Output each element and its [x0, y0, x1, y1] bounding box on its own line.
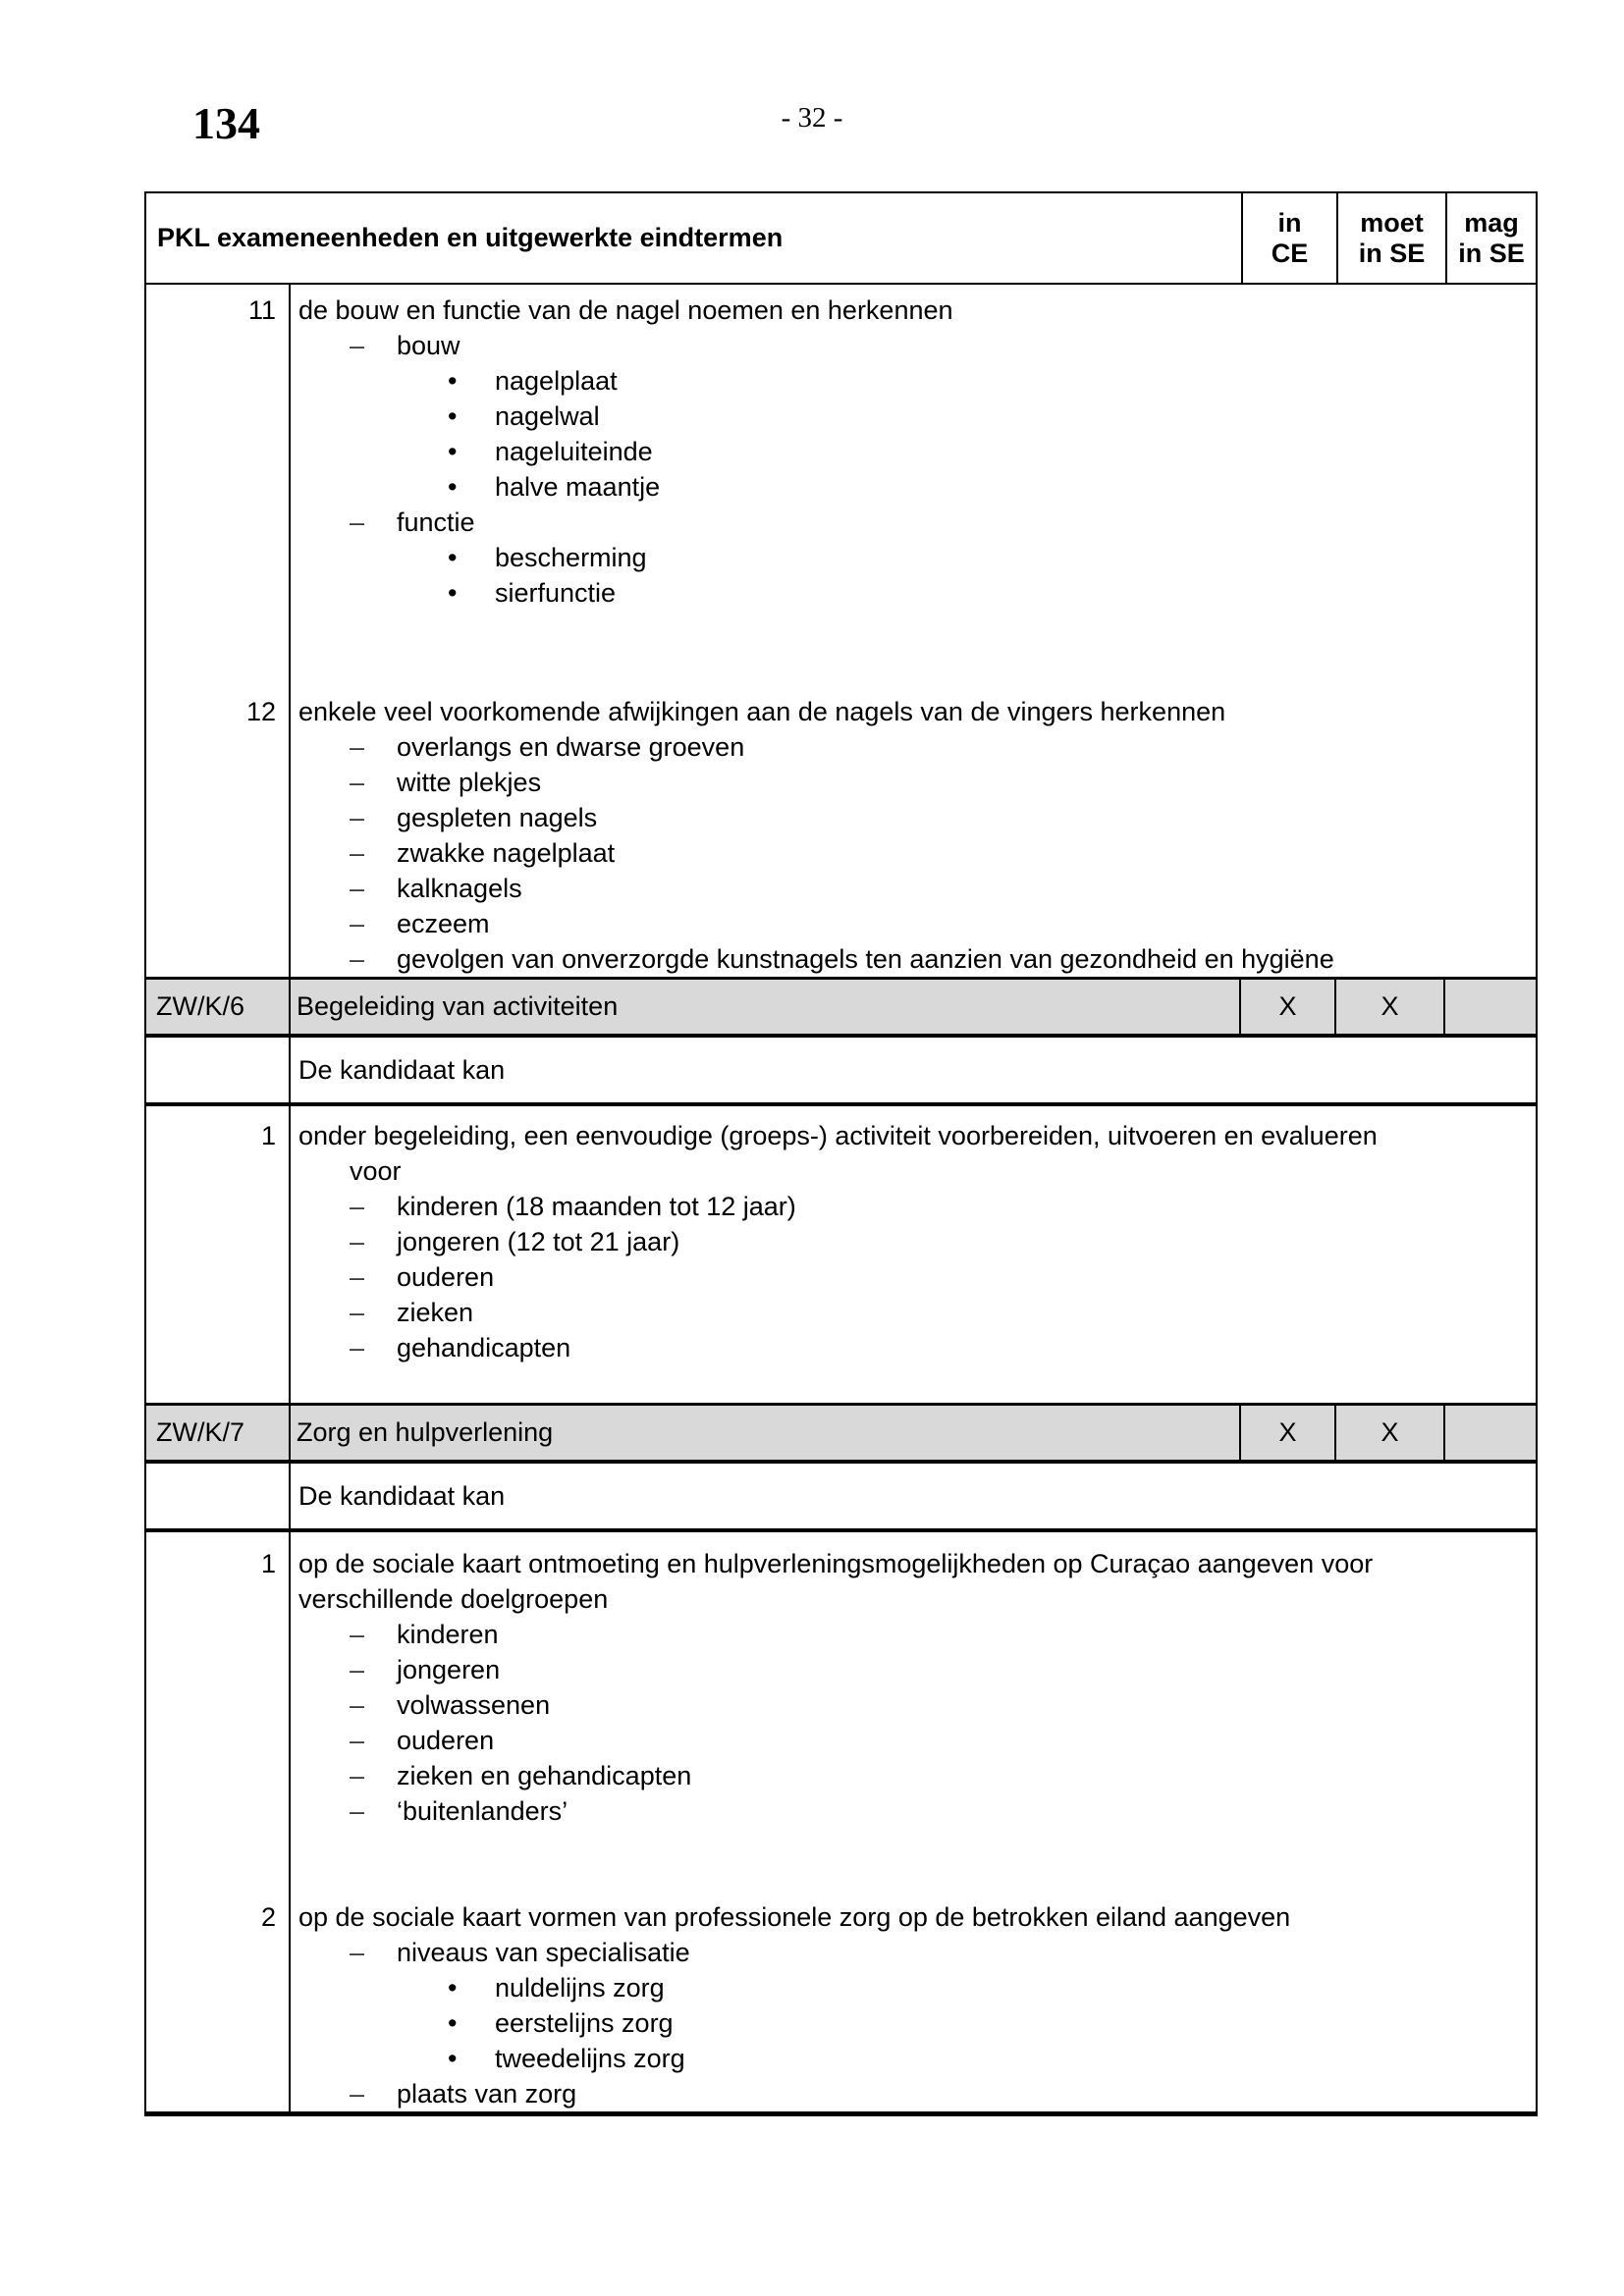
- list-item-text: witte plekjes: [397, 768, 542, 797]
- bullet-icon: •: [448, 1973, 458, 2002]
- unit-title-cell: Zorg en hulpverlening: [291, 1406, 1241, 1460]
- x-mark: X: [1278, 991, 1297, 1021]
- dash-icon: –: [350, 1690, 365, 1720]
- in-ce-cell: [1241, 1406, 1336, 1460]
- list-item-text: bescherming: [495, 543, 647, 572]
- list-item: [298, 871, 1528, 906]
- item-title-line: op de sociale kaart vormen van professionele zorg op de betrokken eiland aangeven: [298, 1902, 1291, 1932]
- list-item-text: gevolgen van onverzorgde kunstnagels ten aanzien van gezondheid en hygiëne: [397, 944, 1334, 974]
- list-item-text: zwakke nagelplaat: [397, 838, 616, 868]
- dash-icon: –: [350, 944, 365, 974]
- list-item: [298, 1935, 1528, 1970]
- column-header-line: in: [1277, 207, 1302, 238]
- moet-in-se-cell: [1336, 1406, 1445, 1460]
- dash-icon: –: [350, 507, 365, 537]
- list-item: [298, 328, 1528, 363]
- content-cell: [291, 1038, 1536, 1102]
- dash-icon: –: [350, 1938, 365, 1967]
- item-title-line: de bouw en functie van de nagel noemen en herkennen: [298, 295, 953, 325]
- list-item: [298, 469, 1528, 505]
- item-title-line: verschillende doelgroepen: [298, 1584, 609, 1614]
- x-mark: X: [1278, 1417, 1297, 1447]
- dash-icon: –: [350, 1761, 365, 1790]
- column-header-line: CE: [1271, 238, 1309, 268]
- dash-icon: –: [350, 838, 365, 868]
- list-item: [298, 800, 1528, 835]
- list-item: [298, 505, 1528, 540]
- item-title-line: onder begeleiding, een eenvoudige (groeps-) activiteit voorbereiden, uitvoeren en evalueren: [298, 1121, 1378, 1150]
- bullet-icon: •: [448, 366, 458, 396]
- list-item-text: niveaus van specialisatie: [397, 1938, 690, 1967]
- list-item-text: functie: [397, 507, 475, 537]
- list-item: [298, 540, 1528, 575]
- bullet-icon: •: [448, 543, 458, 572]
- dash-icon: –: [350, 768, 365, 797]
- list-item: [298, 1224, 1528, 1259]
- exam-item: [260, 1546, 1528, 1829]
- x-mark: X: [1380, 1417, 1399, 1447]
- list-item-text: nageluiteinde: [495, 437, 653, 466]
- table-header-title: PKL exameneenheden en uitgewerkte eindtermen: [157, 223, 784, 252]
- kandidaat-kan-text: De kandidaat kan: [298, 1054, 506, 1085]
- page-header-number: - 32 -: [781, 102, 843, 133]
- table-row-kandidaat: [146, 1464, 1536, 1532]
- list-item: [298, 1295, 1528, 1330]
- list-item: [298, 1330, 1528, 1365]
- number-column-cell: [146, 1038, 291, 1102]
- list-item-text: eczeem: [397, 909, 490, 938]
- page-number: 134: [192, 98, 260, 148]
- content-cell: [260, 1106, 1536, 1403]
- table-row-items: [146, 1106, 1536, 1403]
- table-row-items: [146, 1532, 1536, 2111]
- mag-in-se-cell: [1445, 980, 1536, 1034]
- list-item-text: gespleten nagels: [397, 803, 598, 832]
- dash-icon: –: [350, 1620, 365, 1649]
- list-item-text: jongeren (12 tot 21 jaar): [397, 1227, 680, 1256]
- exam-item: [245, 694, 1528, 977]
- list-item: [298, 765, 1528, 800]
- content-cell: [245, 285, 1536, 977]
- list-item: [298, 1758, 1528, 1793]
- dash-icon: –: [350, 2079, 365, 2109]
- in-ce-cell: [1241, 980, 1336, 1034]
- list-item: [298, 1617, 1528, 1652]
- dash-icon: –: [350, 1227, 365, 1256]
- list-item-text: gehandicapten: [397, 1333, 571, 1362]
- list-item-text: ouderen: [397, 1726, 495, 1755]
- mag-in-se-cell: [1445, 1406, 1536, 1460]
- column-header-in-ce: [1241, 193, 1336, 283]
- list-item: [298, 1793, 1528, 1829]
- table-row-items: [146, 285, 1536, 977]
- list-item: [298, 575, 1528, 611]
- list-item: [298, 1970, 1528, 2005]
- table-row-kandidaat: [146, 1038, 1536, 1106]
- list-item: [298, 1652, 1528, 1687]
- kandidaat-kan-text: De kandidaat kan: [298, 1480, 506, 1511]
- list-item: [298, 941, 1528, 977]
- dash-icon: –: [350, 1333, 365, 1362]
- item-title-line: op de sociale kaart ontmoeting en hulpverleningsmogelijkheden op Curaçao aangeven voor: [298, 1549, 1374, 1578]
- list-item-text: tweedelijns zorg: [495, 2044, 685, 2073]
- bullet-icon: •: [448, 578, 458, 608]
- list-item: [298, 835, 1528, 871]
- dash-icon: –: [350, 1298, 365, 1327]
- list-item: [298, 906, 1528, 941]
- list-item: [298, 2076, 1528, 2111]
- list-item-text: kinderen: [397, 1620, 499, 1649]
- item-title-line: enkele veel voorkomende afwijkingen aan de nagels van de vingers herkennen: [298, 697, 1226, 726]
- dash-icon: –: [350, 803, 365, 832]
- bullet-icon: •: [448, 472, 458, 502]
- item-title-line: voor: [350, 1156, 402, 1186]
- list-item: [298, 1687, 1528, 1723]
- unit-code-cell: ZW/K/7: [146, 1406, 291, 1460]
- unit-title-cell: Begeleiding van activiteiten: [291, 980, 1241, 1034]
- list-item-text: halve maantje: [495, 472, 661, 502]
- list-item-text: kinderen (18 maanden tot 12 jaar): [397, 1192, 796, 1221]
- content-cell: [291, 1464, 1536, 1528]
- list-item: [298, 363, 1528, 399]
- dash-icon: –: [350, 1192, 365, 1221]
- bullet-icon: •: [448, 2044, 458, 2073]
- number-column-cell: [146, 285, 291, 977]
- list-item-text: sierfunctie: [495, 578, 617, 608]
- dash-icon: –: [350, 874, 365, 903]
- list-item: [298, 1189, 1528, 1224]
- table-row-unit: [146, 977, 1536, 1038]
- item-number: 2: [260, 1902, 276, 1932]
- dash-icon: –: [350, 1726, 365, 1755]
- bullet-icon: •: [448, 2008, 458, 2038]
- number-column-cell: [146, 1464, 291, 1528]
- list-item-text: bouw: [397, 331, 460, 360]
- dash-icon: –: [350, 1655, 365, 1684]
- exam-terms-table: [144, 191, 1538, 2116]
- moet-in-se-cell: [1336, 980, 1445, 1034]
- list-item: [298, 1259, 1528, 1295]
- list-item: [298, 1723, 1528, 1758]
- item-number: 11: [247, 295, 276, 325]
- dash-icon: –: [350, 732, 365, 762]
- list-item-text: zieken en gehandicapten: [397, 1761, 692, 1790]
- list-item: [298, 2005, 1528, 2041]
- column-header-mag-in-se: [1445, 193, 1536, 283]
- list-item: [298, 399, 1528, 434]
- exam-item: [260, 1118, 1528, 1365]
- list-item: [298, 729, 1528, 765]
- dash-icon: –: [350, 1796, 365, 1826]
- list-item-text: ouderen: [397, 1262, 495, 1292]
- bullet-icon: •: [448, 437, 458, 466]
- table-row-unit: [146, 1403, 1536, 1464]
- column-header-line: in SE: [1358, 238, 1426, 268]
- list-item-text: volwassenen: [397, 1690, 551, 1720]
- list-item-text: nuldelijns zorg: [495, 1973, 665, 2002]
- x-mark: X: [1380, 991, 1399, 1021]
- list-item-text: plaats van zorg: [397, 2079, 577, 2109]
- column-header-line: mag: [1464, 207, 1519, 238]
- list-item-text: overlangs en dwarse groeven: [397, 732, 745, 762]
- exam-item: [260, 1899, 1528, 2111]
- table-body: [146, 285, 1536, 2111]
- column-header-line: in SE: [1458, 238, 1525, 268]
- list-item-text: eerstelijns zorg: [495, 2008, 674, 2038]
- list-item: [298, 2041, 1528, 2076]
- item-number: 1: [260, 1549, 276, 1578]
- list-item-text: ‘buitenlanders’: [397, 1796, 568, 1826]
- dash-icon: –: [350, 1262, 365, 1292]
- exam-item: [247, 293, 1528, 611]
- dash-icon: –: [350, 331, 365, 360]
- list-item-text: jongeren: [397, 1655, 501, 1684]
- column-header-line: moet: [1360, 207, 1424, 238]
- item-number: 1: [260, 1121, 276, 1150]
- item-number: 12: [245, 697, 276, 726]
- list-item-text: kalknagels: [397, 874, 522, 903]
- column-header-moet-in-se: [1336, 193, 1445, 283]
- dash-icon: –: [350, 909, 365, 938]
- content-cell: [260, 1532, 1536, 2111]
- list-item-text: nagelwal: [495, 401, 600, 431]
- table-header-row: [146, 193, 1536, 285]
- list-item-text: zieken: [397, 1298, 474, 1327]
- list-item-text: nagelplaat: [495, 366, 618, 396]
- number-column-cell: [146, 1532, 291, 2111]
- unit-code-cell: ZW/K/6: [146, 980, 291, 1034]
- bullet-icon: •: [448, 401, 458, 431]
- list-item: [298, 434, 1528, 469]
